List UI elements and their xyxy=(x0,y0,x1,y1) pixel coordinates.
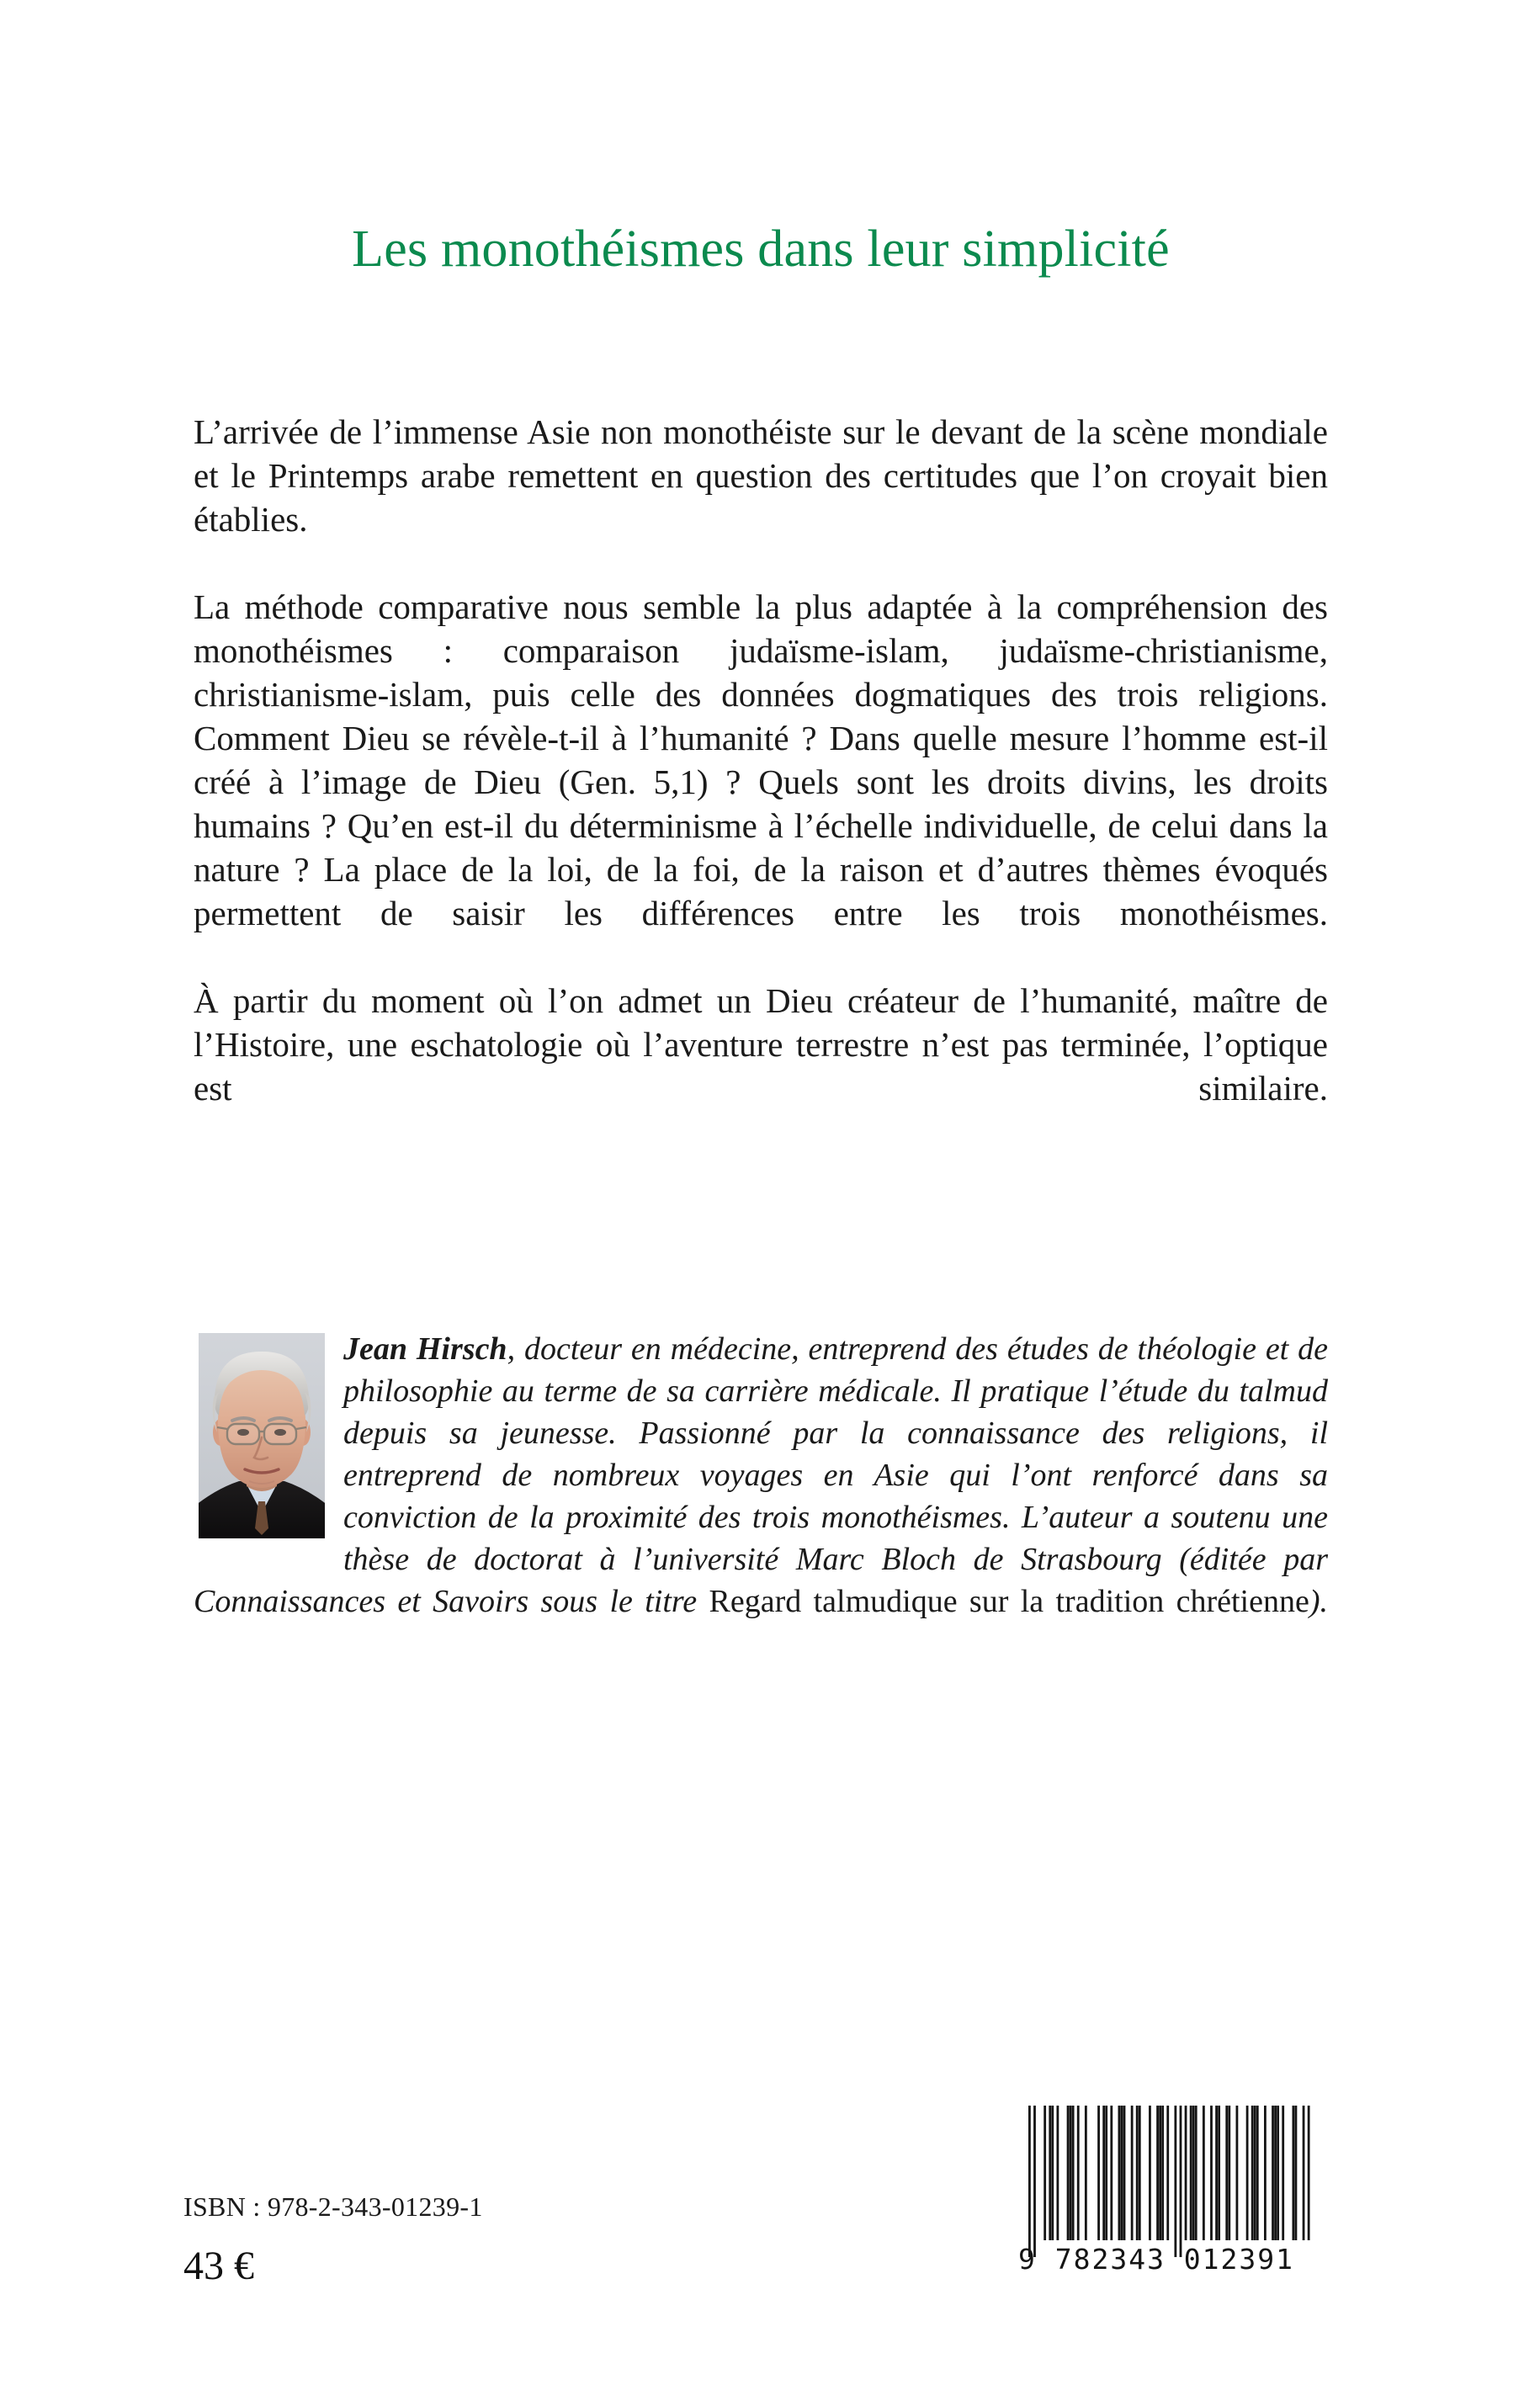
portrait-illustration xyxy=(199,1333,325,1538)
author-bio-part-1: , docteur en médecine, entreprend des études de théologie et de philosophie au terme de sa carrière médicale. Il pratique l’étude du talmud depuis sa jeunesse. Passionné par la connaissance des religions, il entreprend de nombreux voyages en Asie qui l’ont renforcé dans sa conviction de la proximité des trois monothéismes. L’auteur a soutenu une thèse de doctorat à l’université Marc Bloch de Strasbourg (éditée par Connaissances et Savoirs sous le titre xyxy=(194,1331,1328,1619)
barcode-digits: 9 782343 012391 xyxy=(1018,2243,1295,2276)
author-bio-section xyxy=(194,1328,1328,1665)
price-label: 43 € xyxy=(183,2244,254,2288)
author-bio-part-2: ). xyxy=(1309,1584,1328,1619)
referenced-work-title: Regard talmudique sur la tradition chrétienne xyxy=(709,1584,1309,1619)
author-portrait-photo xyxy=(199,1333,325,1538)
page-title: Les monothéismes dans leur simplicité xyxy=(352,220,1170,278)
isbn-label: ISBN : 978-2-343-01239-1 xyxy=(183,2191,483,2222)
isbn-barcode xyxy=(1028,2106,1323,2257)
blurb-section xyxy=(194,410,1328,1154)
blurb-paragraph-1: L’arrivée de l’immense Asie non monothéiste sur le devant de la scène mondiale et le Printemps arabe remettent en question des certitudes que l’on croyait bien établies. xyxy=(194,412,1328,539)
blurb-paragraph-3: À partir du moment où l’on admet un Dieu créateur de l’humanité, maître de l’Histoire, une eschatologie où l’aventure terrestre n’est pas terminée, l’optique est similaire. xyxy=(194,981,1328,1108)
blurb-paragraph-2: La méthode comparative nous semble la plus adaptée à la compréhension des monothéismes : comparaison judaïsme-islam, judaïsme-christianisme, christianisme-islam, puis celle des données dogmatiques des trois religions. Comment Dieu se révèle-t-il à l’humanité ? Dans quelle mesure l’homme est-il créé à l’image de Dieu (Gen. 5,1) ? Quels sont les droits divins, les droits humains ? Qu’en est-il du déterminisme à l’échelle individuelle, de celui dans la nature ? La place de la loi, de la foi, de la raison et d’autres thèmes évoqués permettent de saisir les différences entre les trois monothéismes. xyxy=(194,587,1328,932)
author-bio-text xyxy=(194,1328,1328,1665)
author-name: Jean Hirsch xyxy=(343,1331,507,1367)
barcode-bars xyxy=(1028,2106,1323,2257)
